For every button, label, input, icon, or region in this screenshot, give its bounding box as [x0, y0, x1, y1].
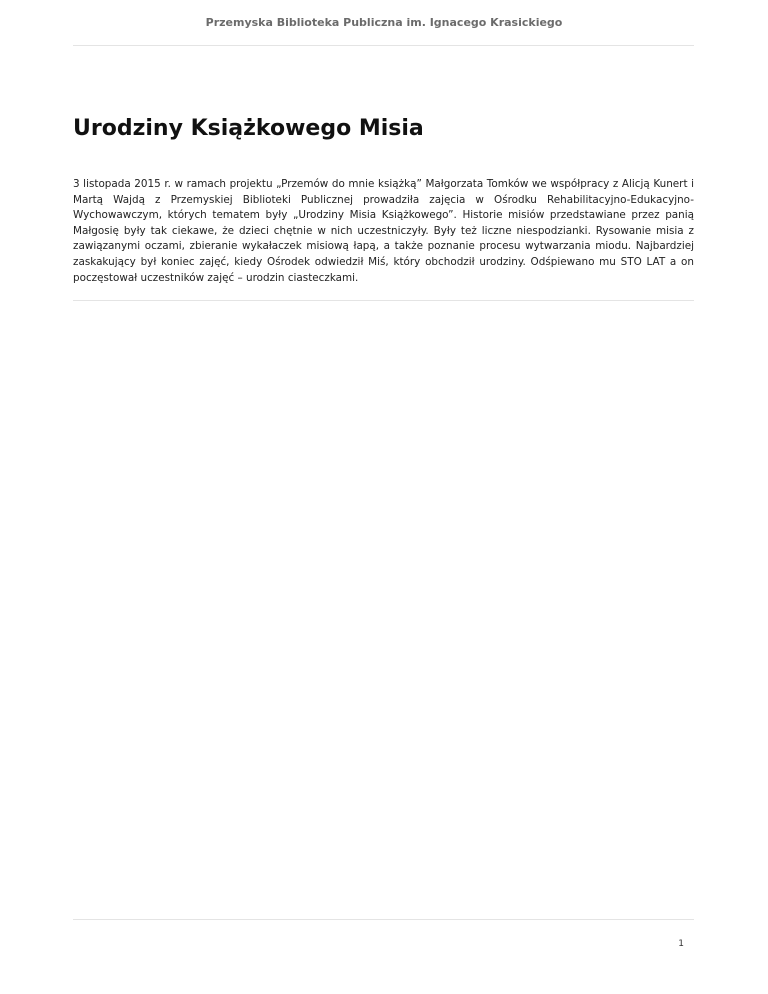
footer-divider: [73, 919, 694, 920]
content-divider: [73, 300, 694, 301]
article-body: 3 listopada 2015 r. w ramach projektu „Przemów do mnie książką” Małgorzata Tomków we współpracy z Alicją Kunert i Martą Wajdą z Przemyskiej Biblioteki Publicznej prowadziła zajęcia w Ośrodku Rehabilitacyjno-Edukacyjno-Wychowawczym, których tematem były „Urodziny Misia Książkowego”. Historie misiów przedstawiane przez panią Małgosię były tak ciekawe, że dzieci chętnie w nich uczestniczyły. Były też liczne niespodzianki. Rysowanie misia z zawiązanymi oczami, zbieranie wykałaczek misiową łapą, a także poznanie procesu wytwarzania miodu. Najbardziej zaskakujący był koniec zajęć, kiedy Ośrodek odwiedził Miś, który obchodził urodziny. Odśpiewano mu STO LAT a on poczęstował uczestników zajęć – urodzin ciasteczkami.: [73, 178, 694, 284]
article-title: Urodziny Książkowego Misia: [73, 116, 424, 141]
header-divider: [73, 45, 694, 46]
page-number: 1: [678, 939, 684, 949]
library-name-header: Przemyska Biblioteka Publiczna im. Ignacego Krasickiego: [205, 16, 563, 29]
